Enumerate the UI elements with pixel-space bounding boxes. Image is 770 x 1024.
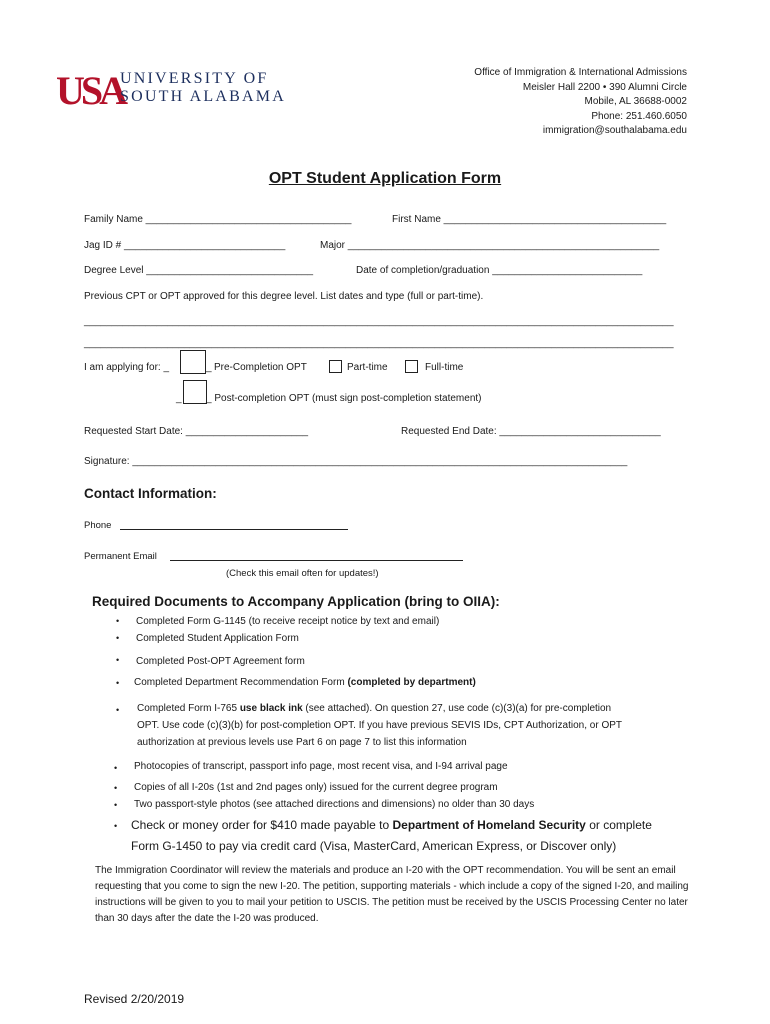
completion-date-field[interactable]: Date of completion/graduation ___________________________ (356, 265, 643, 276)
list-item: Copies of all I-20s (1st and 2nd pages only) issued for the current degree program (134, 782, 498, 793)
logo-line-2: SOUTH ALABAMA (120, 88, 286, 105)
post-completion-checkbox[interactable] (183, 380, 207, 404)
office-phone: Phone: 251.460.6050 (591, 110, 687, 122)
university-logo (56, 64, 296, 114)
list-item: Check or money order for $410 made payable to Department of Homeland Security or complete (131, 818, 652, 832)
post-completion-lead: _ (176, 393, 182, 404)
signature-field[interactable]: Signature: _________________________________________________________________________________________ (84, 456, 628, 467)
list-item: Completed Post-OPT Agreement form (136, 656, 305, 667)
required-docs-heading: Required Documents to Accompany Application (bring to OIIA): (92, 594, 500, 609)
list-item: Completed Student Application Form (136, 633, 299, 644)
list-item: Two passport-style photos (see attached directions and dimensions) no older than 30 days (134, 799, 535, 810)
end-date-field[interactable]: Requested End Date: _____________________________ (401, 426, 661, 437)
list-item: Completed Department Recommendation Form (completed by department) (134, 677, 476, 688)
pre-completion-checkbox[interactable] (180, 350, 206, 374)
bullet: • (116, 655, 120, 665)
list-item-continued: authorization at previous levels use Part 6 on page 7 to list this information (137, 737, 467, 748)
office-email[interactable]: immigration@southalabama.edu (542, 125, 687, 136)
bullet: • (114, 783, 118, 793)
logo-line-1: UNIVERSITY OF (120, 70, 269, 87)
bullet: • (116, 616, 120, 626)
office-city: Mobile, AL 36688-0002 (584, 96, 687, 107)
part-time-label: Part-time (347, 362, 388, 373)
closing-paragraph: The Immigration Coordinator will review the materials and produce an I-20 with the OPT recommendation. You will be sent an email requesting that you come to sign the new I-20. The petition, supporting materials - which include a copy of the signed I-20, and mailing instructions will be given to you to mail your petition to USCIS. The petition must be received by the USCIS Processing Center no later than 30 days after the date the I-20 was produced. (95, 865, 689, 924)
start-date-field[interactable]: Requested Start Date: ______________________ (84, 426, 309, 437)
bullet: • (116, 705, 120, 715)
major-field[interactable]: Major ________________________________________________________ (320, 240, 660, 251)
first-name-field[interactable]: First Name ________________________________________ (392, 214, 667, 225)
bullet: • (114, 800, 118, 810)
full-time-checkbox[interactable] (405, 360, 418, 373)
contact-heading: Contact Information: (84, 486, 217, 501)
list-item-continued: Form G-1450 to pay via credit card (Visa, MasterCard, American Express, or Discover only) (131, 839, 617, 853)
bullet: • (114, 763, 118, 773)
list-item: Completed Form I-765 use black ink (see attached). On question 27, use code (c)(3)(a) for pre-completion (137, 703, 612, 714)
bullet: • (116, 678, 120, 688)
phone-input-line[interactable] (120, 529, 348, 530)
office-street: Meisler Hall 2200 • 390 Alumni Circle (522, 81, 687, 93)
email-label: Permanent Email (84, 551, 157, 562)
email-check-note: (Check this email often for updates!) (226, 568, 379, 579)
usa-logo-mark (56, 64, 125, 113)
bullet: • (114, 821, 118, 831)
office-address (474, 66, 687, 139)
page-title: OPT Student Application Form (268, 170, 502, 187)
part-time-checkbox[interactable] (329, 360, 342, 373)
jag-id-field[interactable]: Jag ID # _____________________________ (84, 240, 286, 251)
pre-completion-underscore: _ (206, 362, 212, 373)
previous-blank-line-1[interactable]: __________________________________________________________________________________________________________ (84, 316, 674, 327)
office-name: Office of Immigration & International Admissions (474, 67, 687, 78)
post-completion-label: _ Post-completion OPT (must sign post-completion statement) (206, 393, 482, 404)
previous-cpt-opt-label: Previous CPT or OPT approved for this degree level. List dates and type (full or part-time). (84, 291, 484, 302)
phone-label: Phone (84, 520, 112, 531)
logo-mark-text: USA (56, 68, 125, 113)
list-item: Photocopies of transcript, passport info page, most recent visa, and I-94 arrival page (134, 761, 508, 772)
previous-blank-line-2[interactable]: __________________________________________________________________________________________________________ (84, 338, 674, 349)
revision-date: Revised 2/20/2019 (84, 992, 185, 1006)
applying-for-label: I am applying for: _ (84, 362, 170, 373)
list-item: Completed Form G-1145 (to receive receipt notice by text and email) (136, 616, 440, 627)
list-item-continued: OPT. Use code (c)(3)(b) for post-completion OPT. If you have previous SEVIS IDs, CPT Authorization, or OPT (137, 720, 622, 731)
bullet: • (116, 633, 120, 643)
full-time-label: Full-time (425, 362, 464, 373)
email-input-line[interactable] (170, 560, 463, 561)
degree-level-field[interactable]: Degree Level ______________________________ (84, 265, 314, 276)
family-name-field[interactable]: Family Name _____________________________________ (84, 214, 352, 225)
pre-completion-label: Pre-Completion OPT (214, 362, 307, 373)
